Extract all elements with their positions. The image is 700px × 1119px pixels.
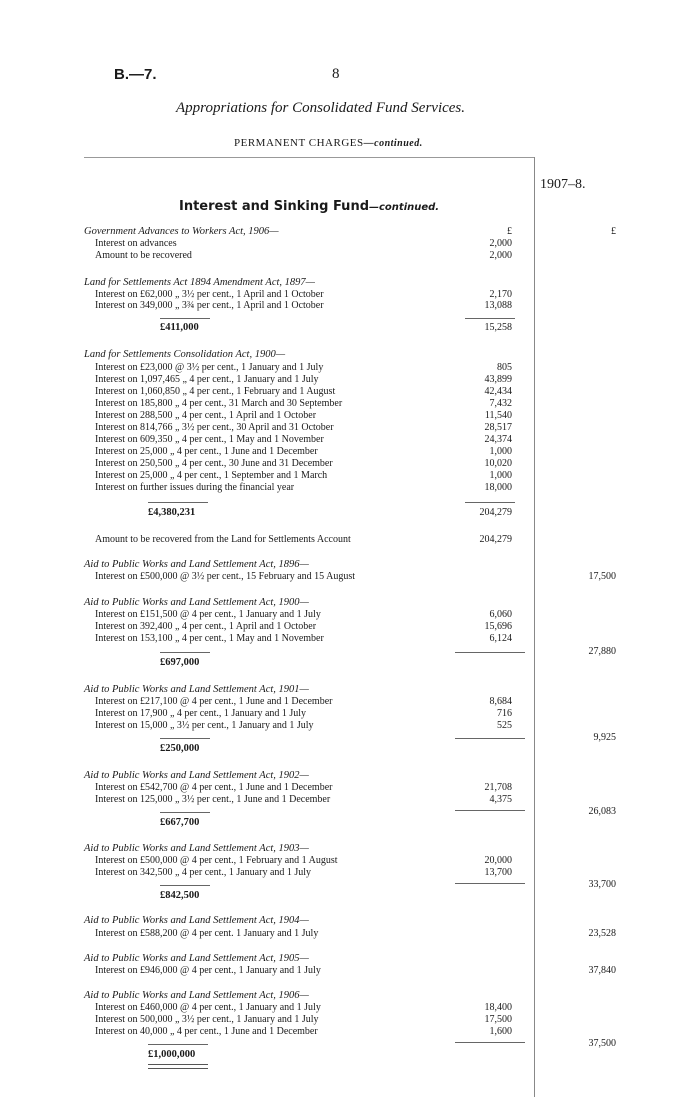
line-item: Interest on 250,500 „ 4 per cent., 30 June and 31 December <box>95 458 333 469</box>
line-item: Interest on 40,000 „ 4 per cent., 1 June and 1 December <box>95 1026 318 1037</box>
total-rule <box>455 883 525 884</box>
total-rule <box>160 318 210 319</box>
column3-amount: 9,925 <box>593 732 616 743</box>
amount: 43,899 <box>484 374 512 385</box>
act-heading: Aid to Public Works and Land Settlement Act, 1900— <box>84 597 309 608</box>
total-rule <box>455 652 525 653</box>
recovery-amount: 204,279 <box>479 534 512 545</box>
amount: 13,088 <box>484 300 512 311</box>
recovery-label: Amount to be recovered from the Land for Settlements Account <box>95 534 351 545</box>
act-heading: Aid to Public Works and Land Settlement Act, 1896— <box>84 559 309 570</box>
right-column-rule <box>534 157 535 1097</box>
line-item: Interest on 25,000 „ 4 per cent., 1 September and 1 March <box>95 470 328 481</box>
amount: 42,434 <box>484 386 512 397</box>
page-title: Appropriations for Consolidated Fund Services. <box>176 100 466 116</box>
line-item: Interest on £946,000 @ 4 per cent., 1 January and 1 July <box>95 965 321 976</box>
act-heading: Aid to Public Works and Land Settlement Act, 1903— <box>84 843 309 854</box>
total-rule <box>160 738 210 739</box>
amount: 2,000 <box>489 250 512 261</box>
document-reference: B.—7. <box>114 66 157 83</box>
amount: 2,000 <box>489 238 512 249</box>
total-rule <box>160 885 210 886</box>
act-heading: Aid to Public Works and Land Settlement Act, 1904— <box>84 915 309 926</box>
line-item: Interest on 1,060,850 „ 4 per cent., 1 February and 1 August <box>95 386 336 397</box>
amount: 20,000 <box>484 855 512 866</box>
line-item: Interest on £500,000 @ 3½ per cent., 15 February and 15 August <box>95 571 355 582</box>
line-item: Interest on 392,400 „ 4 per cent., 1 April and 1 October <box>95 621 317 632</box>
total-rule <box>455 1042 525 1043</box>
act-heading: Aid to Public Works and Land Settlement Act, 1906— <box>84 990 309 1001</box>
total-rule <box>148 502 208 503</box>
line-item: Interest on £23,000 @ 3½ per cent., 1 January and 1 July <box>95 362 324 373</box>
act-heading: Land for Settlements Act 1894 Amendment Act, 1897— <box>84 277 315 288</box>
total-rule <box>455 738 525 739</box>
line-item: Interest on 25,000 „ 4 per cent., 1 June and 1 December <box>95 446 318 457</box>
line-item: Interest on £542,700 @ 4 per cent., 1 June and 1 December <box>95 782 333 793</box>
section-title: Interest and Sinking Fund—continued. <box>179 199 440 214</box>
amount: 6,124 <box>489 633 512 644</box>
page-subtitle: PERMANENT CHARGES—continued. <box>234 137 423 149</box>
line-item: Interest on 17,900 „ 4 per cent., 1 January and 1 July <box>95 708 307 719</box>
total-rule <box>465 318 515 319</box>
amount: 8,684 <box>489 696 512 707</box>
column3-amount: 37,840 <box>588 965 616 976</box>
amount: 18,000 <box>484 482 512 493</box>
line-item: Interest on 814,766 „ 3½ per cent., 30 April and 31 October <box>95 422 334 433</box>
column3-amount: 27,880 <box>588 646 616 657</box>
page-number: 8 <box>332 66 340 82</box>
amount: 11,540 <box>484 410 512 421</box>
total-rule <box>160 652 210 653</box>
year-label: 1907–8. <box>540 177 586 192</box>
amount: 13,700 <box>484 867 512 878</box>
amount: 21,708 <box>484 782 512 793</box>
amount: 28,517 <box>484 422 512 433</box>
amount: 10,020 <box>484 458 512 469</box>
subtotal: 15,258 <box>484 322 512 333</box>
principal-total: £1,000,000 <box>148 1049 196 1060</box>
amount: 4,375 <box>489 794 512 805</box>
double-rule <box>148 1064 208 1069</box>
principal-total: £667,700 <box>160 817 200 828</box>
amount: 1,000 <box>489 470 512 481</box>
amount: 1,600 <box>489 1026 512 1037</box>
amount: 18,400 <box>484 1002 512 1013</box>
line-item: Interest on 500,000 „ 3½ per cent., 1 January and 1 July <box>95 1014 319 1025</box>
line-item: Interest on 349,000 „ 3¾ per cent., 1 April and 1 October <box>95 300 324 311</box>
line-item: Interest on £500,000 @ 4 per cent., 1 February and 1 August <box>95 855 338 866</box>
column3-amount: 26,083 <box>588 806 616 817</box>
column3-currency: £ <box>611 226 616 237</box>
column3-amount: 33,700 <box>588 879 616 890</box>
line-item: Interest on 185,800 „ 4 per cent., 31 March and 30 September <box>95 398 343 409</box>
column3-amount: 37,500 <box>588 1038 616 1049</box>
line-item: Interest on 153,100 „ 4 per cent., 1 May and 1 November <box>95 633 324 644</box>
act-heading: Aid to Public Works and Land Settlement Act, 1902— <box>84 770 309 781</box>
act-heading: Aid to Public Works and Land Settlement Act, 1905— <box>84 953 309 964</box>
line-item: Interest on 125,000 „ 3½ per cent., 1 June and 1 December <box>95 794 331 805</box>
line-item: Interest on £151,500 @ 4 per cent., 1 January and 1 July <box>95 609 321 620</box>
principal-total: £697,000 <box>160 657 200 668</box>
total-rule <box>465 502 515 503</box>
amount: 1,000 <box>489 446 512 457</box>
header-rule <box>84 157 534 158</box>
amount: 805 <box>497 362 512 373</box>
line-item: Interest on advances <box>95 238 177 249</box>
amount: 525 <box>497 720 512 731</box>
principal-total: £411,000 <box>160 322 199 333</box>
principal-total: £842,500 <box>160 890 200 901</box>
act-heading: Aid to Public Works and Land Settlement Act, 1901— <box>84 684 309 695</box>
principal-total: £4,380,231 <box>148 507 196 518</box>
total-rule <box>455 810 525 811</box>
line-item: Interest on 15,000 „ 3½ per cent., 1 January and 1 July <box>95 720 314 731</box>
line-item: Interest on £217,100 @ 4 per cent., 1 June and 1 December <box>95 696 333 707</box>
column2-currency: £ <box>507 226 512 237</box>
total-rule <box>160 812 210 813</box>
line-item: Interest on 1,097,465 „ 4 per cent., 1 January and 1 July <box>95 374 319 385</box>
amount: 7,432 <box>489 398 512 409</box>
total-rule <box>148 1044 208 1045</box>
amount: 15,696 <box>484 621 512 632</box>
line-item: Interest on further issues during the financial year <box>95 482 295 493</box>
amount: 716 <box>497 708 512 719</box>
principal-total: £250,000 <box>160 743 200 754</box>
column3-amount: 17,500 <box>588 571 616 582</box>
line-item: Interest on 342,500 „ 4 per cent., 1 January and 1 July <box>95 867 312 878</box>
act-heading: Government Advances to Workers Act, 1906— <box>84 226 279 237</box>
amount: 6,060 <box>489 609 512 620</box>
line-item: Amount to be recovered <box>95 250 192 261</box>
amount: 17,500 <box>484 1014 512 1025</box>
line-item: Interest on 609,350 „ 4 per cent., 1 May and 1 November <box>95 434 324 445</box>
line-item: Interest on £460,000 @ 4 per cent., 1 January and 1 July <box>95 1002 321 1013</box>
amount: 24,374 <box>484 434 512 445</box>
line-item: Interest on 288,500 „ 4 per cent., 1 April and 1 October <box>95 410 317 421</box>
act-heading: Land for Settlements Consolidation Act, 1900— <box>84 349 286 360</box>
line-item: Interest on £62,000 „ 3½ per cent., 1 April and 1 October <box>95 289 324 300</box>
subtotal: 204,279 <box>479 507 512 518</box>
line-item: Interest on £588,200 @ 4 per cent. 1 January and 1 July <box>95 928 319 939</box>
column3-amount: 23,528 <box>588 928 616 939</box>
amount: 2,170 <box>489 289 512 300</box>
